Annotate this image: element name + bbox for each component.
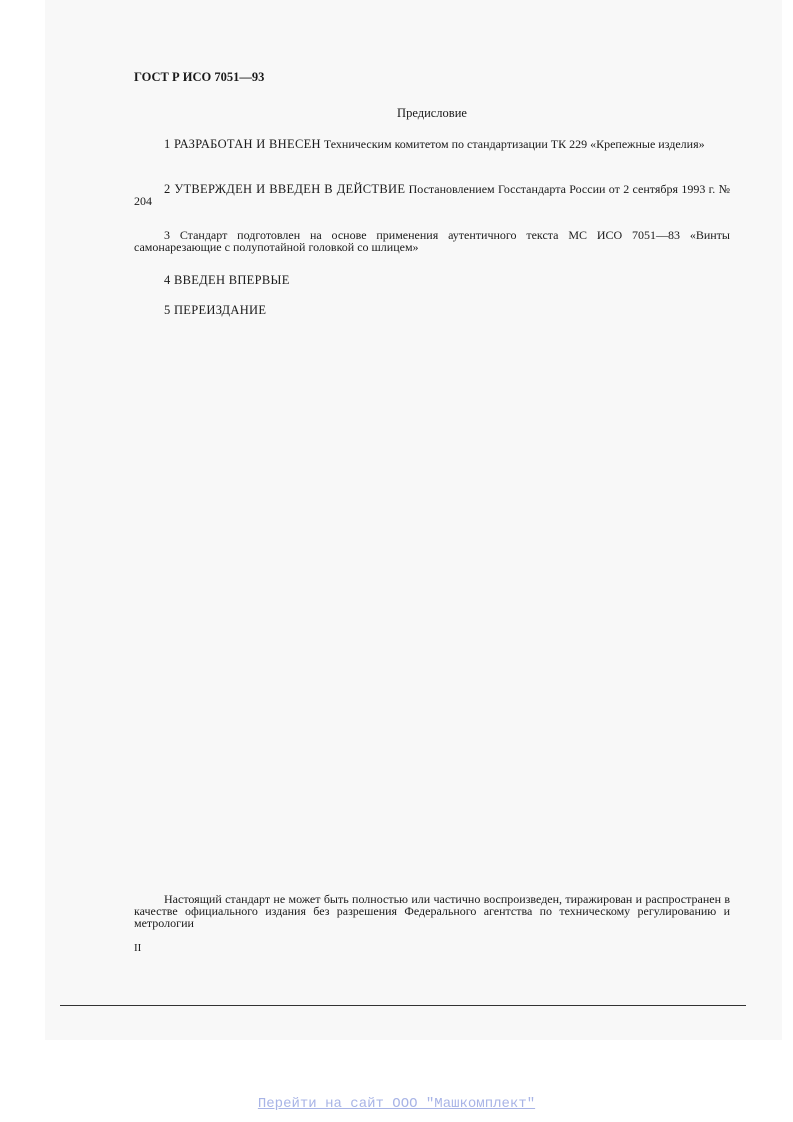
bottom-site-link[interactable]: Перейти на сайт ООО "Машкомплект"	[257, 1096, 536, 1112]
document-page	[45, 0, 782, 1040]
preface-item-2-text: Постановлением Госстандарта России от 2 сентября 1993 г. № 204	[134, 182, 731, 208]
preface-title: Предисловие	[397, 106, 467, 120]
preface-item-5-lead: 5 ПЕРЕИЗДАНИЕ	[164, 303, 267, 317]
preface-item-4-lead: 4 ВВЕДЕН ВПЕРВЫЕ	[164, 273, 290, 287]
preface-item-2	[134, 183, 730, 207]
preface-item-1	[134, 138, 730, 150]
document-code: ГОСТ Р ИСО 7051—93	[134, 70, 265, 84]
preface-item-5	[134, 304, 730, 316]
preface-item-1-lead: 1 РАЗРАБОТАН И ВНЕСЕН	[164, 137, 321, 151]
preface-item-2-lead: 2 УТВЕРЖДЕН И ВВЕДЕН В ДЕЙСТВИЕ	[164, 182, 406, 196]
preface-item-1-text: Техническим комитетом по стандартизации ТК 229 «Крепежные изделия»	[320, 137, 705, 151]
page-divider	[60, 1005, 746, 1006]
preface-item-4	[134, 274, 730, 286]
copyright-notice: Настоящий стандарт не может быть полностью или частично воспроизведен, тиражирован и распространен в качестве официального издания без разрешения Федерального агентства по техническому регулированию и метрологии	[134, 892, 730, 930]
page-number: II	[134, 942, 142, 954]
preface-item-3	[134, 229, 730, 253]
preface-item-3-text: 3 Стандарт подготовлен на основе применения аутентичного текста МС ИСО 7051—83 «Винты самонарезающие с полупотайной головкой со шлицем»	[134, 228, 730, 254]
